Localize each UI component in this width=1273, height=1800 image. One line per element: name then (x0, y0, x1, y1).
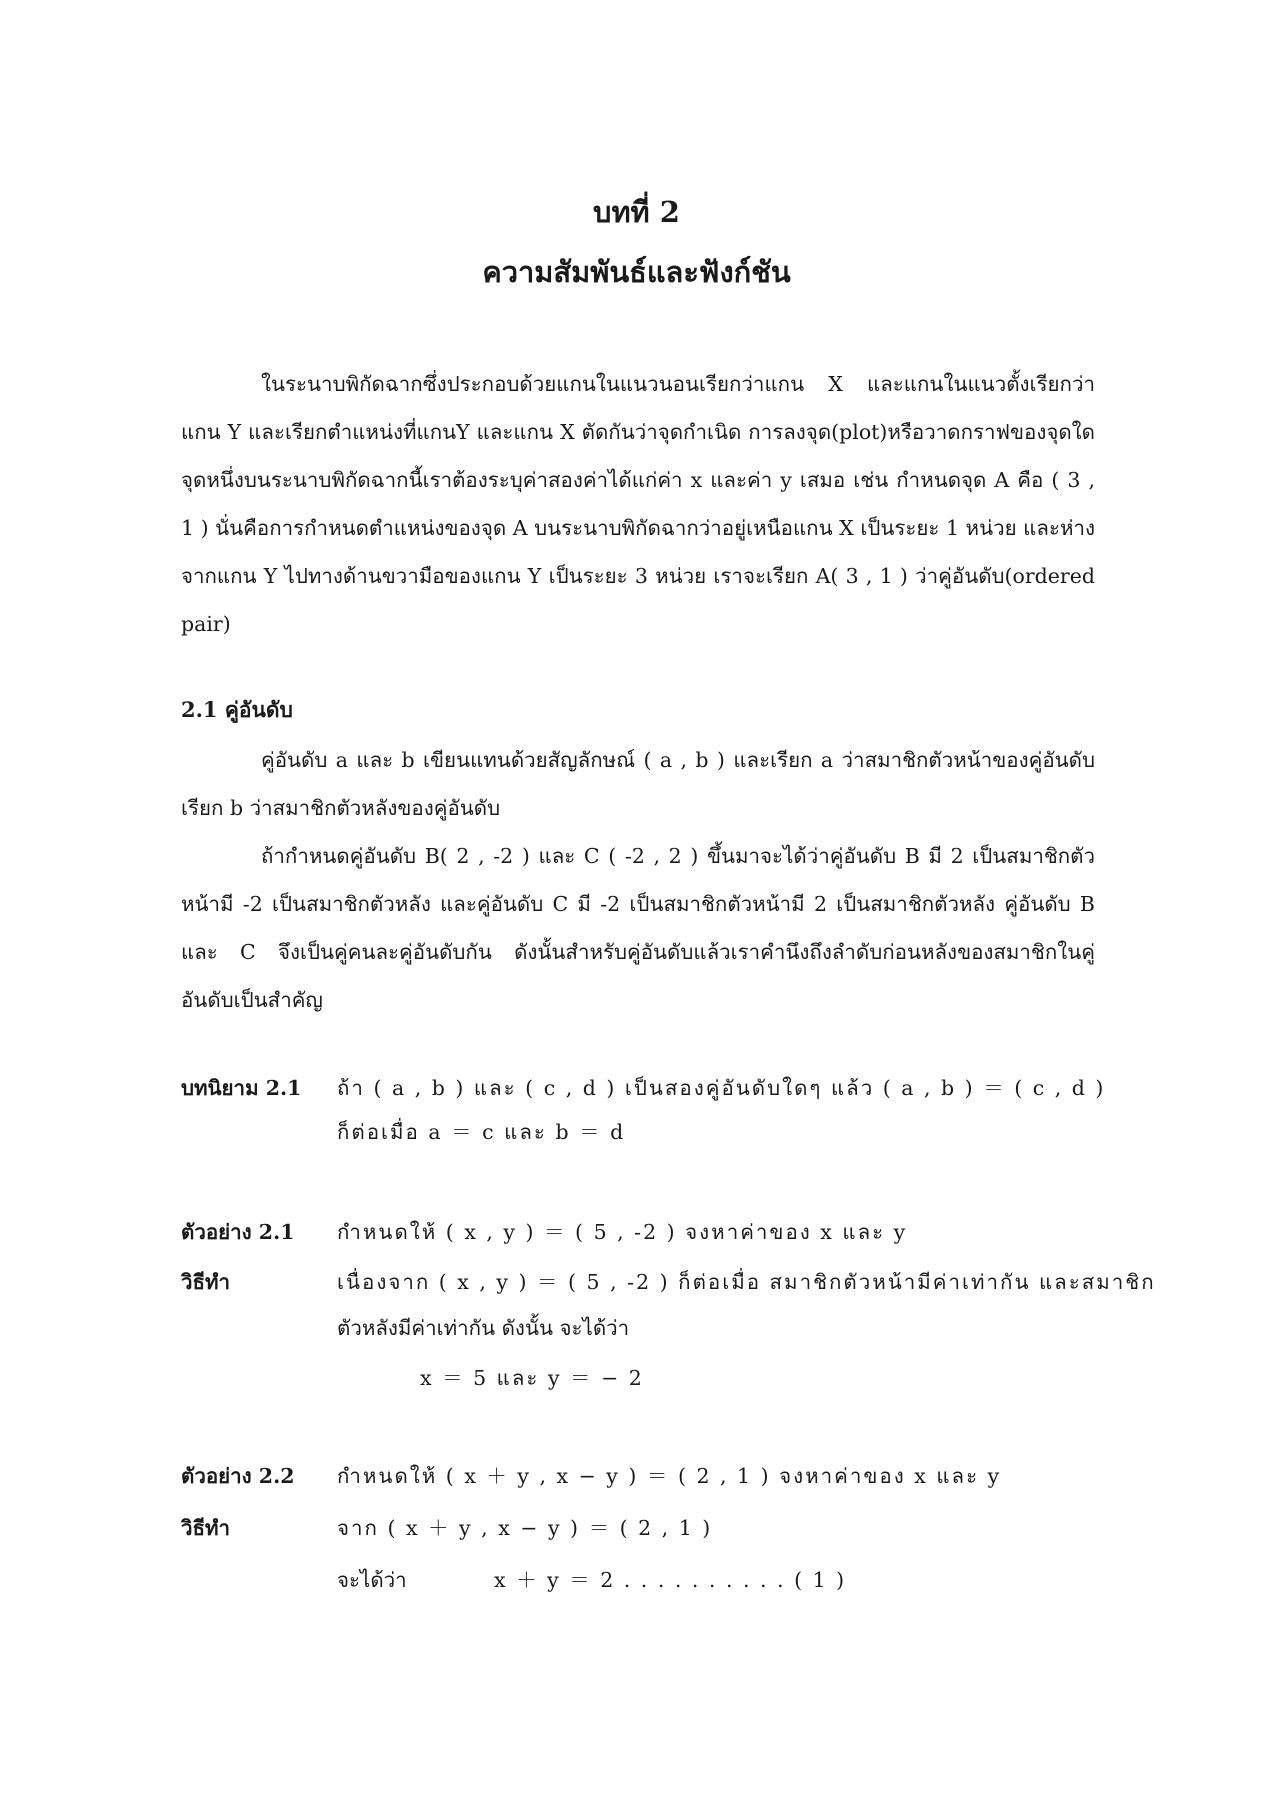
example-2-2-solution-line-2-prefix: จะได้ว่า (337, 1568, 407, 1592)
intro-section (181, 360, 1095, 648)
definition-label: บทนิยาม 2.1 (181, 1076, 302, 1100)
example-2-1-solution-line-2: ตัวหลังมีค่าเท่ากัน ดังนั้น จะได้ว่า (337, 1316, 630, 1340)
chapter-title: ความสัมพันธ์และฟังก์ชัน (482, 255, 791, 289)
section-2-1-paragraph-1: คู่อันดับ a และ b เขียนแทนด้วยสัญลักษณ์ ( a , b ) และเรียก a ว่าสมาชิกตัวหน้าของคู่อันดับ เรียก b ว่าสมาชิกตัวหลังของคู่อันดับ (181, 748, 1095, 820)
example-2-1-label: ตัวอย่าง 2.1 (181, 1220, 295, 1244)
example-2-1-question: กำหนดให้ ( x , y ) ＝ ( 5 , -2 ) จงหาค่าของ x และ y (337, 1220, 908, 1244)
intro-paragraph: ในระนาบพิกัดฉากซึ่งประกอบด้วยแกนในแนวนอนเรียกว่าแกน X และแกนในแนวตั้งเรียกว่าแกน Y และเรียกตำแหน่งที่แกนY และแกน X ตัดกันว่าจุดกำเนิด การลงจุด(plot)หรือวาดกราฟของจุดใดจุดหนึ่งบนระนาบพิกัดฉากนี้เราต้องระบุค่าสองค่าได้แก่ค่า x และค่า y เสมอ เช่น กำหนดจุด A คือ ( 3 , 1 ) นั่นคือการกำหนดตำแหน่งของจุด A บนระนาบพิกัดฉากว่าอยู่เหนือแกน X เป็นระยะ 1 หน่วย และห่างจากแกน Y ไปทางด้านขวามือของแกน Y เป็นระยะ 3 หน่วย เราจะเรียก A( 3 , 1 ) ว่าคู่อันดับ(ordered pair) (181, 372, 1095, 636)
example-2-1-solution-label: วิธีทำ (181, 1270, 231, 1294)
chapter-number: บทที่ 2 (593, 195, 680, 229)
section-2-1-body (181, 736, 1095, 1024)
example-2-2-solution-line-2-math: x ＋ y ＝ 2 . . . . . . . . . . ( 1 ) (494, 1568, 847, 1592)
example-2-2-solution-line-1: จาก ( x ＋ y , x − y ) ＝ ( 2 , 1 ) (337, 1516, 713, 1540)
section-2-1-heading: 2.1 คู่อันดับ (181, 697, 293, 722)
example-2-2-question: กำหนดให้ ( x ＋ y , x − y ) ＝ ( 2 , 1 ) จงหาค่าของ x และ y (337, 1464, 1002, 1488)
example-2-2-label: ตัวอย่าง 2.2 (181, 1464, 295, 1488)
definition-line-1: ถ้า ( a , b ) และ ( c , d ) เป็นสองคู่อันดับใดๆ แล้ว ( a , b ) ＝ ( c , d ) (337, 1076, 1106, 1100)
example-2-1-solution-line-3: x ＝ 5 และ y ＝ − 2 (420, 1366, 644, 1390)
example-2-2-solution-label: วิธีทำ (181, 1516, 231, 1540)
definition-line-2: ก็ต่อเมื่อ a ＝ c และ b ＝ d (337, 1120, 626, 1144)
section-2-1-paragraph-2: ถ้ากำหนดคู่อันดับ B( 2 , -2 ) และ C ( -2 , 2 ) ขึ้นมาจะได้ว่าคู่อันดับ B มี 2 เป็นสมาชิกตัวหน้ามี -2 เป็นสมาชิกตัวหลัง และคู่อันดับ C มี -2 เป็นสมาชิกตัวหน้ามี 2 เป็นสมาชิกตัวหลัง คู่อันดับ B และ C จึงเป็นคู่คนละคู่อันดับกัน ดังนั้นสำหรับคู่อันดับแล้วเราคำนึงถึงลำดับก่อนหลังของสมาชิกในคู่อันดับเป็นสำคัญ (181, 844, 1095, 1012)
example-2-1-solution-line-1: เนื่องจาก ( x , y ) ＝ ( 5 , -2 ) ก็ต่อเมื่อ สมาชิกตัวหน้ามีค่าเท่ากัน และสมาชิก (337, 1270, 1156, 1294)
